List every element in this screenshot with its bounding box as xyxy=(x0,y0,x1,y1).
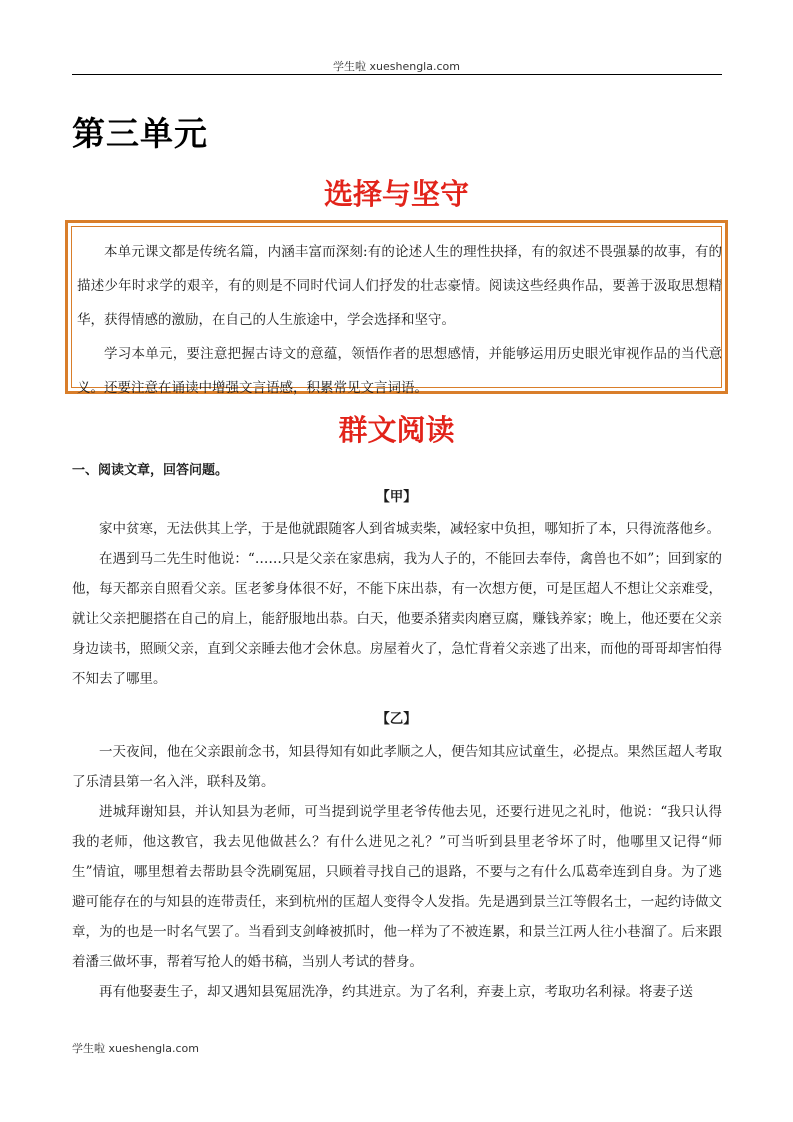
intro-box-inner-border xyxy=(71,226,722,396)
unit-title: 第三单元 xyxy=(72,114,208,153)
part-a-text xyxy=(72,514,722,694)
part-b-label: 【乙】 xyxy=(376,711,417,727)
part-b-paragraph: 一天夜间，他在父亲跟前念书，知县得知有如此孝顺之人，便告知其应试童生，必提点。果然匡超人考取了乐清县第一名入泮，联科及第。 xyxy=(72,744,722,790)
intro-paragraph: 学习本单元，要注意把握古诗文的意蕴，领悟作者的思想感情，并能够运用历史眼光审视作品的当代意义。还要注意在诵读中增强文言语感，积累常见文言词语。 xyxy=(77,346,722,396)
intro-paragraph: 本单元课文都是传统名篇，内涵丰富而深刻:有的论述人生的理性抉择，有的叙述不畏强暴的故事，有的描述少年时求学的艰辛，有的则是不同时代词人们抒发的壮志豪情。阅读这些经典作品，要善于汲取思想精华，获得情感的激励，在自己的人生旅途中，学会选择和坚守。 xyxy=(77,244,722,328)
theme-title: 选择与坚守 xyxy=(323,177,469,211)
question-heading: 一、阅读文章，回答问题。 xyxy=(72,463,229,478)
page-header: 学生啦 xueshengla.com xyxy=(333,60,460,73)
intro-text xyxy=(77,235,722,405)
header-divider xyxy=(72,74,722,75)
part-b-paragraph: 再有他娶妻生子，却又遇知县冤屈洗净，约其进京。为了名利，弃妻上京，考取功名利禄。将妻子送 xyxy=(99,984,693,1000)
part-b-text xyxy=(72,737,722,1007)
part-a-paragraph: 在遇到马二先生时他说：“……只是父亲在家患病，我为人子的，不能回去奉侍，禽兽也不如”；回到家的他，每天都亲自照看父亲。匡老爹身体很不好，不能下床出恭，有一次想方便，可是匡超人不想让父亲难受，就让父亲把腿搭在自己的肩上，能舒服地出恭。白天，他要杀猪卖肉磨豆腐，赚钱养家；晚上，他还要在父亲身边读书，照顾父亲，直到父亲睡去他才会休息。房屋着火了，急忙背着父亲逃了出来，而他的哥哥却害怕得不知去了哪里。 xyxy=(72,551,722,687)
part-a-label: 【甲】 xyxy=(376,489,417,505)
intro-box xyxy=(65,220,728,394)
part-b-paragraph: 进城拜谢知县，并认知县为老师，可当提到说学里老爷传他去见，还要行进见之礼时，他说：“我只认得我的老师，他这教官，我去见他做甚么？有什么进见之礼？”可当听到县里老爷坏了时，他哪里又记得“师生”情谊，哪里想着去帮助县令洗刷冤屈，只顾着寻找自己的退路，不要与之有什么瓜葛牵连到自身。为了逃避可能存在的与知县的连带责任，来到杭州的匡超人变得令人发指。先是遇到景兰江等假名士，一起约诗做文章，为的也是一时名气罢了。当看到支剑峰被抓时，他一样为了不被连累，和景兰江两人往小巷溜了。后来跟着潘三做坏事，帮着写抢人的婚书稿，当别人考试的替身。 xyxy=(72,804,722,970)
page-footer: 学生啦 xueshengla.com xyxy=(72,1042,199,1055)
part-a-paragraph: 家中贫寒，无法供其上学，于是他就跟随客人到省城卖柴，减轻家中负担，哪知折了本，只得流落他乡。 xyxy=(99,521,720,537)
section-title: 群文阅读 xyxy=(338,413,455,447)
